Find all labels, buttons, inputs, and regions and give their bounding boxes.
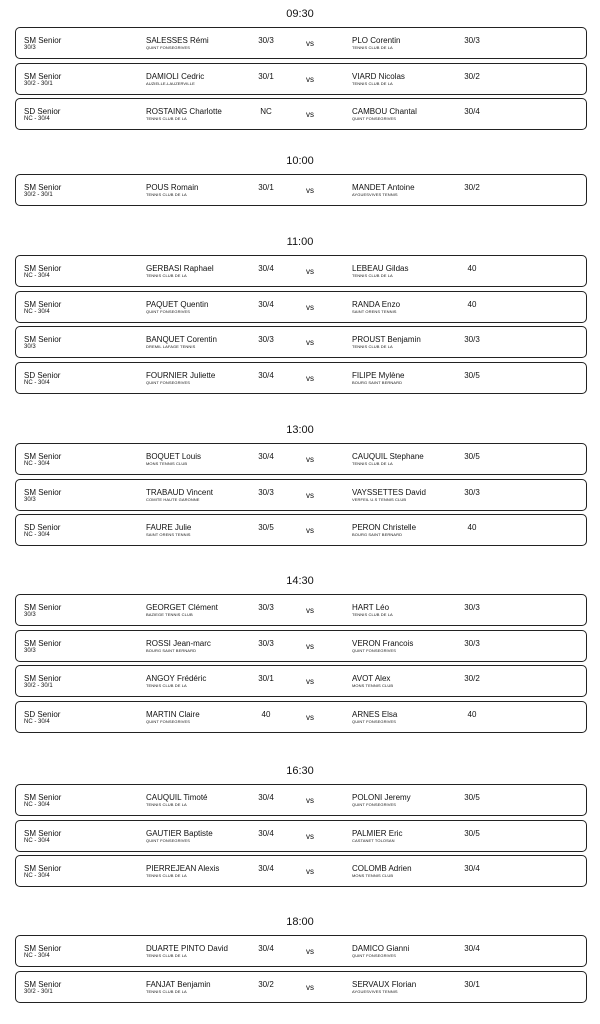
player1-rank: 30/1: [258, 183, 274, 192]
match-card[interactable]: [15, 63, 587, 95]
ranking-range: NC - 30/4: [24, 953, 50, 959]
player2-club: TENNIS CLUB DE LA: [352, 344, 393, 349]
versus-label: vs: [306, 110, 314, 119]
player1-club: TENNIS CLUB DE LA: [146, 116, 187, 121]
player2-name: FILIPE Mylène: [352, 370, 405, 380]
player2-club: AYGUESVIVES TENNIS: [352, 988, 398, 994]
player1-rank: 30/4: [258, 452, 274, 461]
player1-name: ROSSI Jean-marc: [146, 638, 211, 648]
player2-name: PLO Corentin: [352, 36, 401, 45]
player1-rank: 30/4: [258, 370, 274, 380]
player2-rank: 30/3: [464, 603, 480, 612]
match-category: SM Senior: [24, 944, 62, 953]
player1-rank: 30/3: [258, 603, 274, 612]
player1-club: COMITE HAUTE GARONNE: [146, 496, 200, 502]
player2-club: TENNIS CLUB DE LA: [352, 45, 393, 50]
player1-rank: 30/1: [258, 71, 274, 81]
player1-name: FOURNIER Juliette: [146, 370, 216, 380]
versus-label: vs: [306, 982, 314, 992]
player1-name: PAQUET Quentin: [146, 299, 209, 309]
ranking-range: 30/2 - 30/1: [24, 683, 53, 689]
versus-label: vs: [306, 712, 314, 722]
player2-rank: 30/1: [464, 979, 480, 989]
match-card[interactable]: [15, 665, 587, 697]
match-card[interactable]: [15, 935, 587, 967]
player2-rank: 30/4: [464, 944, 480, 953]
player2-name: PERON Christelle: [352, 523, 417, 532]
player2-club: TENNIS CLUB DE LA: [352, 273, 393, 278]
match-card[interactable]: [15, 27, 587, 59]
match-category: SD Senior: [24, 370, 61, 380]
ranking-range: NC - 30/4: [24, 379, 50, 386]
player2-club: QUINT FONSEGRIVES: [352, 647, 397, 653]
player1-name: BOQUET Louis: [146, 452, 201, 461]
match-card[interactable]: [15, 326, 587, 358]
player2-club: QUINT FONSEGRIVES: [352, 116, 397, 121]
player2-name: ARNES Elsa: [352, 709, 398, 719]
versus-label: vs: [306, 526, 314, 535]
player2-rank: 30/3: [464, 335, 480, 344]
player2-name: AVOT Alex: [352, 674, 391, 683]
player1-club: BAZIEGE TENNIS CLUB: [146, 612, 193, 617]
player2-rank: 30/4: [464, 864, 480, 873]
player2-club: QUINT FONSEGRIVES: [352, 802, 397, 807]
player1-rank: 30/3: [258, 335, 274, 344]
player2-rank: 40: [467, 523, 477, 532]
match-card[interactable]: [15, 291, 587, 323]
player1-name: ANGOY Frédéric: [146, 674, 207, 683]
match-category: SD Senior: [24, 709, 61, 719]
match-category: SM Senior: [24, 335, 62, 344]
player2-club: TENNIS CLUB DE LA: [352, 80, 393, 86]
match-card[interactable]: [15, 479, 587, 511]
versus-label: vs: [306, 338, 314, 347]
player2-rank: 40: [467, 299, 477, 309]
match-card[interactable]: [15, 443, 587, 475]
slot-time: 10:00: [286, 155, 314, 167]
player1-club: AUZIELLE-LAUZERVILLE: [146, 80, 195, 86]
match-card[interactable]: [15, 630, 587, 662]
player2-club: MONS TENNIS CLUB: [352, 873, 394, 878]
slot-time: 13:00: [286, 424, 314, 436]
player1-club: QUINT FONSEGRIVES: [146, 308, 191, 314]
player2-rank: 40: [467, 709, 477, 719]
slot-time: 11:00: [286, 236, 314, 248]
player1-club: TENNIS CLUB DE LA: [146, 192, 187, 197]
versus-label: vs: [306, 373, 314, 383]
player1-club: TENNIS CLUB DE LA: [146, 988, 187, 994]
player2-name: VERON Francois: [352, 638, 414, 648]
ranking-range: NC - 30/4: [24, 837, 50, 844]
player2-rank: 30/4: [464, 107, 480, 116]
player1-club: TENNIS CLUB DE LA: [146, 873, 187, 878]
ranking-range: NC - 30/4: [24, 718, 50, 725]
ranking-range: 30/2 - 30/1: [24, 988, 53, 995]
player1-rank: NC: [260, 107, 272, 116]
ranking-range: NC - 30/4: [24, 116, 50, 122]
player1-name: DAMIOLI Cedric: [146, 71, 205, 81]
match-card[interactable]: [15, 514, 587, 546]
ranking-range: 30/3: [24, 496, 36, 503]
match-card[interactable]: [15, 98, 587, 130]
match-card[interactable]: [15, 255, 587, 287]
player1-name: POUS Romain: [146, 183, 199, 192]
player2-club: SAINT ORENS TENNIS: [352, 308, 397, 314]
player2-name: CAMBOU Chantal: [352, 107, 417, 116]
player2-rank: 40: [467, 264, 477, 273]
player2-club: AYGUESVIVES TENNIS: [352, 192, 398, 197]
ranking-range: 30/2 - 30/1: [24, 192, 53, 198]
match-category: SM Senior: [24, 828, 62, 838]
match-category: SM Senior: [24, 864, 62, 873]
player1-club: DREMIL LAFAGE TENNIS: [146, 344, 196, 349]
ranking-range: 30/3: [24, 45, 36, 51]
player1-name: CAUQUIL Timoté: [146, 793, 208, 802]
player1-name: DUARTE PINTO David: [146, 944, 228, 953]
player2-rank: 30/5: [464, 452, 480, 461]
match-category: SM Senior: [24, 183, 62, 192]
versus-label: vs: [306, 186, 314, 195]
versus-label: vs: [306, 947, 314, 956]
player1-rank: 30/3: [258, 638, 274, 648]
player2-name: COLOMB Adrien: [352, 864, 412, 873]
player2-name: RANDA Enzo: [352, 299, 401, 309]
player1-rank: 30/4: [258, 944, 274, 953]
player1-rank: 40: [261, 709, 271, 719]
player1-name: GERBASI Raphael: [146, 264, 214, 273]
ranking-range: NC - 30/4: [24, 461, 50, 467]
match-card[interactable]: [15, 594, 587, 626]
player1-club: MONS TENNIS CLUB: [146, 461, 188, 466]
player2-rank: 30/5: [464, 370, 480, 380]
player2-rank: 30/2: [464, 71, 480, 81]
player1-rank: 30/4: [258, 793, 274, 802]
player2-name: PROUST Benjamin: [352, 335, 421, 344]
match-card[interactable]: [15, 701, 587, 733]
match-card[interactable]: [15, 820, 587, 852]
match-category: SM Senior: [24, 36, 62, 45]
player2-name: CAUQUIL Stephane: [352, 452, 424, 461]
player2-name: HART Léo: [352, 603, 390, 612]
player2-club: VERFEIL U.S TENNIS CLUB: [352, 496, 407, 502]
player1-rank: 30/3: [258, 487, 274, 497]
versus-label: vs: [306, 831, 314, 841]
versus-label: vs: [306, 267, 314, 276]
player2-name: VAYSSETTES David: [352, 487, 426, 497]
match-category: SM Senior: [24, 793, 62, 802]
player1-name: FANJAT Benjamin: [146, 979, 211, 989]
player2-rank: 30/5: [464, 828, 480, 838]
slot-time: 18:00: [286, 916, 314, 928]
player1-name: ROSTAING Charlotte: [146, 107, 222, 116]
player2-name: POLONI Jeremy: [352, 793, 411, 802]
ranking-range: 30/2 - 30/1: [24, 80, 53, 87]
player2-club: TENNIS CLUB DE LA: [352, 461, 393, 466]
player2-club: CASTANET TOLOSAN: [352, 837, 395, 843]
versus-label: vs: [306, 641, 314, 651]
versus-label: vs: [306, 455, 314, 464]
versus-label: vs: [306, 796, 314, 805]
player1-club: SAINT ORENS TENNIS: [146, 532, 191, 537]
match-card[interactable]: [15, 855, 587, 887]
player1-rank: 30/4: [258, 299, 274, 309]
match-category: SD Senior: [24, 523, 61, 532]
player1-club: TENNIS CLUB DE LA: [146, 802, 187, 807]
slot-time: 14:30: [286, 575, 314, 587]
player1-club: QUINT FONSEGRIVES: [146, 718, 191, 724]
ranking-range: NC - 30/4: [24, 873, 50, 879]
player2-rank: 30/2: [464, 183, 480, 192]
player2-name: MANDET Antoine: [352, 183, 415, 192]
player2-rank: 30/2: [464, 674, 480, 683]
ranking-range: 30/3: [24, 344, 36, 350]
versus-label: vs: [306, 39, 314, 48]
ranking-range: NC - 30/4: [24, 532, 50, 538]
match-card[interactable]: [15, 174, 587, 206]
match-category: SM Senior: [24, 638, 62, 648]
ranking-range: 30/3: [24, 647, 36, 654]
match-category: SM Senior: [24, 264, 62, 273]
player2-rank: 30/3: [464, 638, 480, 648]
match-category: SD Senior: [24, 107, 61, 116]
player2-name: DAMICO Gianni: [352, 944, 410, 953]
match-category: SM Senior: [24, 674, 62, 683]
player1-club: QUINT FONSEGRIVES: [146, 837, 191, 843]
player1-rank: 30/5: [258, 523, 274, 532]
player1-rank: 30/4: [258, 864, 274, 873]
slot-time: 16:30: [286, 765, 314, 777]
player2-name: VIARD Nicolas: [352, 71, 405, 81]
player2-name: LEBEAU Gildas: [352, 264, 409, 273]
player2-club: MONS TENNIS CLUB: [352, 683, 394, 688]
versus-label: vs: [306, 677, 314, 686]
match-category: SM Senior: [24, 487, 62, 497]
player1-name: GAUTIER Baptiste: [146, 828, 213, 838]
versus-label: vs: [306, 606, 314, 615]
match-card[interactable]: [15, 971, 587, 1003]
player1-name: FAURE Julie: [146, 523, 192, 532]
player2-club: BOURG SAINT BERNARD: [352, 379, 403, 385]
ranking-range: NC - 30/4: [24, 308, 50, 315]
player1-rank: 30/4: [258, 828, 274, 838]
player1-club: TENNIS CLUB DE LA: [146, 683, 187, 688]
player2-name: SERVAUX Florian: [352, 979, 417, 989]
player2-club: TENNIS CLUB DE LA: [352, 612, 393, 617]
player1-rank: 30/3: [258, 36, 274, 45]
match-category: SM Senior: [24, 71, 62, 81]
player1-name: TRABAUD Vincent: [146, 487, 213, 497]
versus-label: vs: [306, 490, 314, 500]
match-category: SM Senior: [24, 299, 62, 309]
versus-label: vs: [306, 302, 314, 312]
player2-club: QUINT FONSEGRIVES: [352, 953, 397, 958]
player1-rank: 30/1: [258, 674, 274, 683]
player1-club: BOURG SAINT BERNARD: [146, 647, 197, 653]
player1-name: PIERREJEAN Alexis: [146, 864, 220, 873]
player1-club: TENNIS CLUB DE LA: [146, 273, 187, 278]
player1-name: SALESSES Rémi: [146, 36, 209, 45]
match-category: SM Senior: [24, 979, 62, 989]
player2-rank: 30/3: [464, 36, 480, 45]
player2-name: PALMIER Eric: [352, 828, 403, 838]
player1-name: GEORGET Clément: [146, 603, 218, 612]
ranking-range: NC - 30/4: [24, 802, 50, 808]
versus-label: vs: [306, 74, 314, 84]
player1-name: MARTIN Claire: [146, 709, 200, 719]
slot-time: 09:30: [286, 8, 314, 20]
player1-rank: 30/4: [258, 264, 274, 273]
match-card[interactable]: [15, 362, 587, 394]
player2-rank: 30/3: [464, 487, 480, 497]
player1-club: QUINT FONSEGRIVES: [146, 379, 191, 385]
match-category: SM Senior: [24, 603, 62, 612]
ranking-range: 30/3: [24, 612, 36, 618]
player2-rank: 30/5: [464, 793, 480, 802]
versus-label: vs: [306, 867, 314, 876]
player1-rank: 30/2: [258, 979, 274, 989]
player2-club: QUINT FONSEGRIVES: [352, 718, 397, 724]
match-card[interactable]: [15, 784, 587, 816]
player1-club: QUINT FONSEGRIVES: [146, 45, 191, 50]
player1-club: TENNIS CLUB DE LA: [146, 953, 187, 958]
player1-name: BANQUET Corentin: [146, 335, 217, 344]
match-category: SM Senior: [24, 452, 62, 461]
player2-club: BOURG SAINT BERNARD: [352, 532, 403, 537]
ranking-range: NC - 30/4: [24, 273, 50, 279]
